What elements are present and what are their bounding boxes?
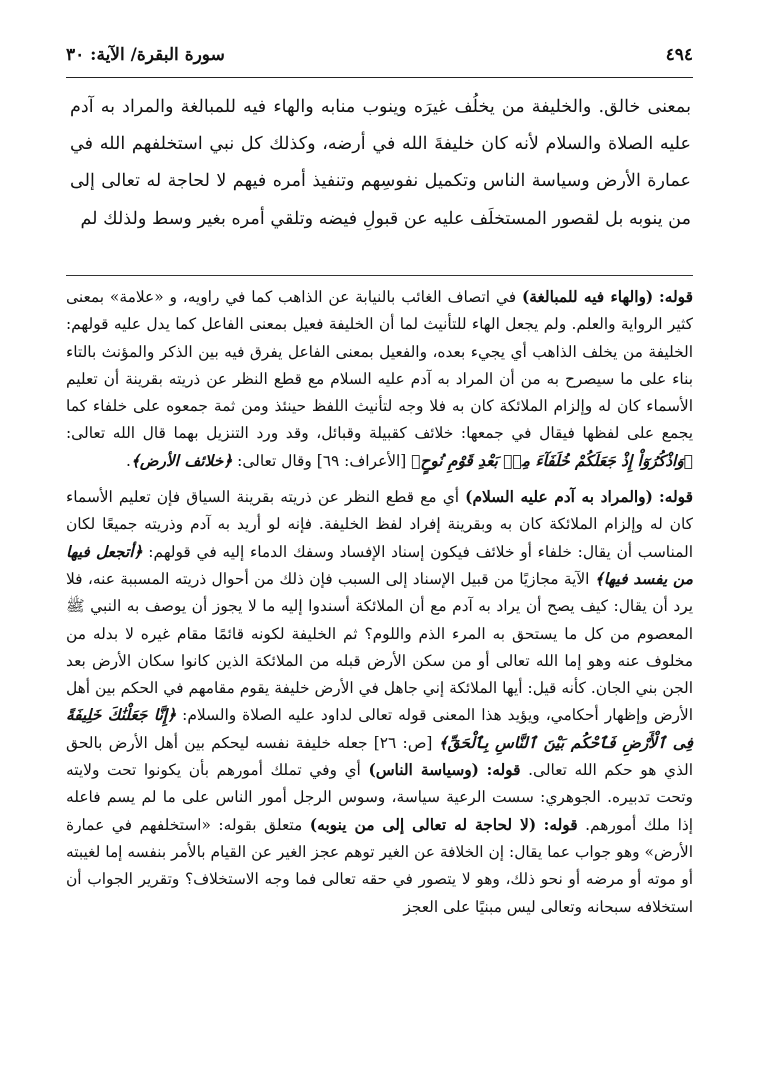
commentary-text: متعلق بقوله: «استخلفهم في عمارة الأرض» وهو جواب عما يقال: إن الخلافة عن الغير توهم عجز الغير عن القيام بالأمر بنفسه إما لغيبته أو موته أو مرضه أو نحو ذلك، وهو لا يتصور في حقه تعالى فما وجه الاستخلاف؟ وتقرير الجواب أن استخلافه سبحانه وتعالى ليس مبنيًا على العجز: [66, 815, 693, 916]
commentary-text: في اتصاف الغائب بالنيابة عن الذاهب كما في راويه، و «علامة» بمعنى كثير الرواية والعلم. ولم يجعل الهاء للتأنيث لما أن الخليفة فعيل بمعنى الفاعل كما يدل عليه قولهم: الخليفة من يخلف الذاهب أي يجيء بعده، والفعيل بمعنى الفاعل يفرق فيه بين الذكر والمؤنث بالتاء بناء على ما سيصرح به من أن المراد به آدم عليه السلام مع قطع النظر عن ذريته بقرينة أن تعليم الأسماء كان له وإلزام الملائكة كان به فلا وجه لتأنيث اللفظ حينئذ ومن ثمة جمعوه على خلفاء كما يجمع على لفظها فيقال في جمعها: خلائف كقبيلة وقبائل، وقد ورد التنزيل بهما قال الله تعالى:: [66, 288, 693, 443]
commentary-quote: (والهاء فيه للمبالغة): [521, 288, 654, 306]
commentary-label: قوله:: [659, 488, 693, 507]
main-paragraph: بمعنى خالق. والخليفة من يخلُف غيرَه وينوب منابه والهاء فيه للمبالغة والمراد به آدم عليه الصلاة والسلام لأنه كان خليفةَ الله في أرضه، وكذلك كل نبي استخلفهم الله في عمارة الأرض وسياسة الناس وتكميل نفوسِهم وتنفيذ أمره فيهم لا لحاجة له تعالى إلى من ينوبه بل لقصور المستخلَف عليه عن قبولِ فيضه وتلقي أمره بغير وسط ولذلك لم: [70, 97, 691, 229]
quran-verse: ﴿خلائف الأرض﴾: [130, 451, 233, 470]
main-text-block: [70, 89, 691, 238]
commentary-block: [66, 284, 693, 921]
quran-verse: ﴿إِنَّا جَعَلْنَٰكَ خَلِيفَةً فِى ٱلْأَرْضِ فَٱحْكُم بَيْنَ ٱلنَّاسِ بِٱلْحَقِّ﴾: [66, 706, 693, 752]
commentary-text: الآية مجازيًا من قبيل الإسناد إلى السبب فإن ذلك من أحوال ذريته المسببة عنه، فلا يرد أن يقال: كيف يصح أن يراد به آدم مع أن الملائكة أسندوا إليه ما لا يجوز أن يوصف به النبي ﷺ المعصوم من كل ما يستحق به المرء الذم واللوم؟ ثم الخليفة لكونه قائمًا مقام غيره لا بدله من مخلوف عنه وهو إما الله تعالى أو من سكن الأرض قبله من الملائكة الذين كانوا سكان الأرض بعد الجن بني الجان. كأنه قيل: أيها الملائكة إني جاهل في الأرض خليفة يقوم مقامهم في الحكم بين أهل الأرض وإظهار أحكامي، ويؤيد هذا المعنى قوله تعالى لداود عليه الصلاة والسلام:: [66, 569, 693, 725]
surah-reference: سورة البقرة/ الآية: ٣٠: [66, 45, 225, 65]
commentary-text: [ص: ٢٦] جعله خليفة نفسه ليحكم بين أهل الأرض بالحق الذي هو حكم الله تعالى.: [66, 733, 693, 780]
page-number: ٤٩٤: [665, 45, 693, 65]
commentary-label: قوله:: [543, 815, 578, 834]
quran-verse: ﴿وَاذْكُرُوٓاْ إِذْ جَعَلَكُمْ خُلَفَآءَ مِنۢ بَعْدِ قَوْمِ نُوحٍ﴾: [411, 451, 693, 470]
commentary-quote: (والمراد به آدم عليه السلام): [465, 488, 653, 507]
commentary-text: .: [125, 451, 131, 470]
commentary-quote: (وسياسة الناس): [368, 761, 479, 780]
commentary-paragraph-2: [66, 484, 693, 921]
commentary-paragraph-1: [66, 284, 693, 475]
page-header: [66, 38, 693, 72]
commentary-label: قوله:: [486, 761, 521, 780]
commentary-text: أي مع قطع النظر عن ذريته بقرينة السياق فإن تعليم الأسماء كان له وإلزام الملائكة كان به وبقرينة إفراد لفظ الخليفة. فإنه لو أريد به آدم وذريته جميعًا لكان المناسب أن يقال: خلفاء أو خلائف فيكون إسناد الإفساد وسفك الدماء إليه في قولهم:: [66, 488, 693, 561]
commentary-label: قوله:: [659, 288, 693, 306]
quran-verse: ﴿أتجعل فيها من يفسد فيها﴾: [66, 542, 693, 588]
header-divider: [66, 77, 693, 78]
commentary-text: [الأعراف: ٦٩] وقال تعالى:: [232, 451, 412, 470]
commentary-text: أي وفي تملك أمورهم بأن يكونوا تحت ولايته وتحت تدبيره. الجوهري: سست الرعية سياسة، وسوس الرجل أمور الناس على ما لم يسم فاعله إذا ملك أمورهم.: [66, 761, 693, 834]
commentary-divider: [66, 275, 693, 276]
commentary-quote: (لا لحاجة له تعالى إلى من ينوبه): [309, 815, 537, 834]
